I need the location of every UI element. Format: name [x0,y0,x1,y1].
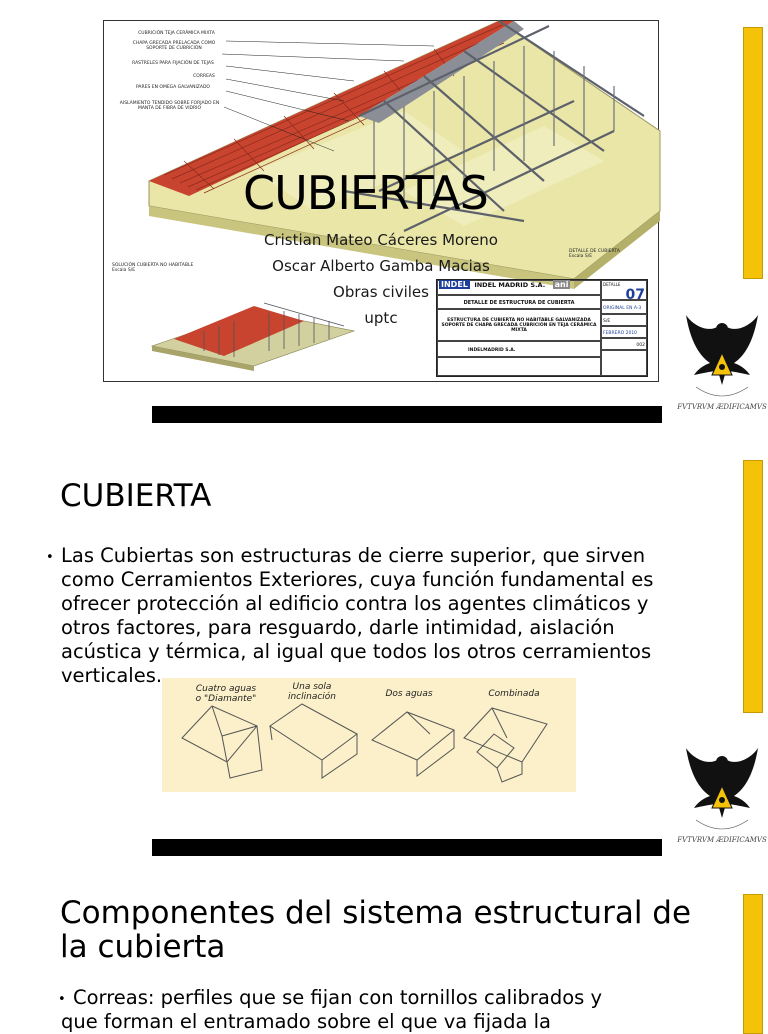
cover-title: CUBIERTAS [243,166,488,220]
roof-type-label-line1: Una sola [292,682,332,692]
callout-rafters: PARES EN OMEGA GALVANIZADO [136,85,210,90]
revision-value: 002 [601,338,647,350]
plan-title: DETALLE DE ESTRUCTURA DE CUBIERTA [437,295,601,309]
correas-text [61,986,713,1034]
accent-bar [743,460,763,713]
eagle-logo-icon [677,738,767,850]
program: Obras civiles [333,283,429,301]
extra-box [601,350,647,376]
correas-line-1: Correas: perfiles que se fijan con tornillos calibrados y [73,986,603,1009]
author-1: Cristian Mateo Cáceres Moreno [264,231,498,249]
solution-scale-text: Escala S/E [112,268,136,273]
detail-label-text: DETALLE DE CUBIERTA [569,249,620,254]
slide-heading [60,896,691,964]
eagle-logo-icon [677,305,767,417]
roof-type-label-line2: o "Diamante" [195,694,257,704]
callout-purlins: CORREAS [193,74,215,79]
sheet-label: DETALLE [603,282,621,287]
original-size: ORIGINAL EN A-3 [601,300,647,314]
accent-bar [743,27,763,279]
accent-bar [743,894,763,1034]
footer-bar [152,839,662,856]
author-2: Oscar Alberto Gamba Macias [272,257,490,275]
signature-area [437,357,601,376]
project-description: ESTRUCTURA DE CUBIERTA NO HABITABLE GALVANIZADA SOPORTE DE CHAPA GRECADA CUBRICIÓN EN TEJA CERÁMICA MIXTA [437,309,601,341]
slide-cubierta [0,430,768,860]
roof-type-label-line1: Dos aguas [385,689,433,699]
slide-componentes [0,860,768,1033]
heading-line-2: la cubierta [60,929,226,965]
callout-insulation: AISLAMIENTO TENDIDO SOBRE FORJADO EN MANTA DE FIBRA DE VIDRIO [119,101,220,111]
detail-scale-text: Escala S/E [569,254,593,259]
logo-motto: FVTVRVM ÆDIFICAMVS [677,403,767,411]
heading-line-1: Componentes del sistema estructural de [60,895,692,931]
footer-bar [152,406,662,423]
bullet-marker: • [46,550,54,565]
roof-types-sketches [162,678,576,792]
slide-heading: CUBIERTA [60,478,212,514]
callout-battens: RASTRELES PARA FIJACIÓN DE TEJAS [132,61,214,66]
institution: uptc [364,309,398,327]
company-name: INDEL MADRID S.A. [474,281,546,289]
bullet-marker: • [58,992,66,1007]
slide-cover [0,0,768,430]
owner: INDELMADRID S.A. [437,341,601,357]
scale-value: S/E [601,314,647,326]
brand-logo: ani [554,280,569,289]
callout-tile: CUBRICIÓN TEJA CERÁMICA MIXTA [138,31,215,36]
roof-type-label-line2: inclinación [287,692,337,702]
logo-motto: FVTVRVM ÆDIFICAMVS [677,836,767,844]
roof-type-label-line1: Cuatro aguas [195,684,257,694]
solution-label-text: SOLUCIÓN CUBIERTA NO HABITABLE [112,263,194,268]
sheet-number: 07 [625,287,645,303]
roof-types-image [162,678,576,792]
definition-text: Las Cubiertas son estructuras de cierre superior, que sirven como Cerramientos Exteriores, cuya función fundamental es ofrecer protección al edificio contra los agentes climáticos y otros factores, para resguardo, darle intimidad, aislación acústica y térmica, al igual que todos los otros cerramientos verticales. [61,544,654,687]
correas-line-2: que forman el entramado sobre el que va fijada la [61,1010,551,1033]
indel-logo: INDEL [441,280,468,289]
callout-sheet: CHAPA GRECADA PRELACADA COMO SOPORTE DE CUBRICIÓN [132,41,216,51]
roof-type-label-line1: Combinada [488,689,540,699]
date-value: FEBRERO 2010 [601,326,647,338]
